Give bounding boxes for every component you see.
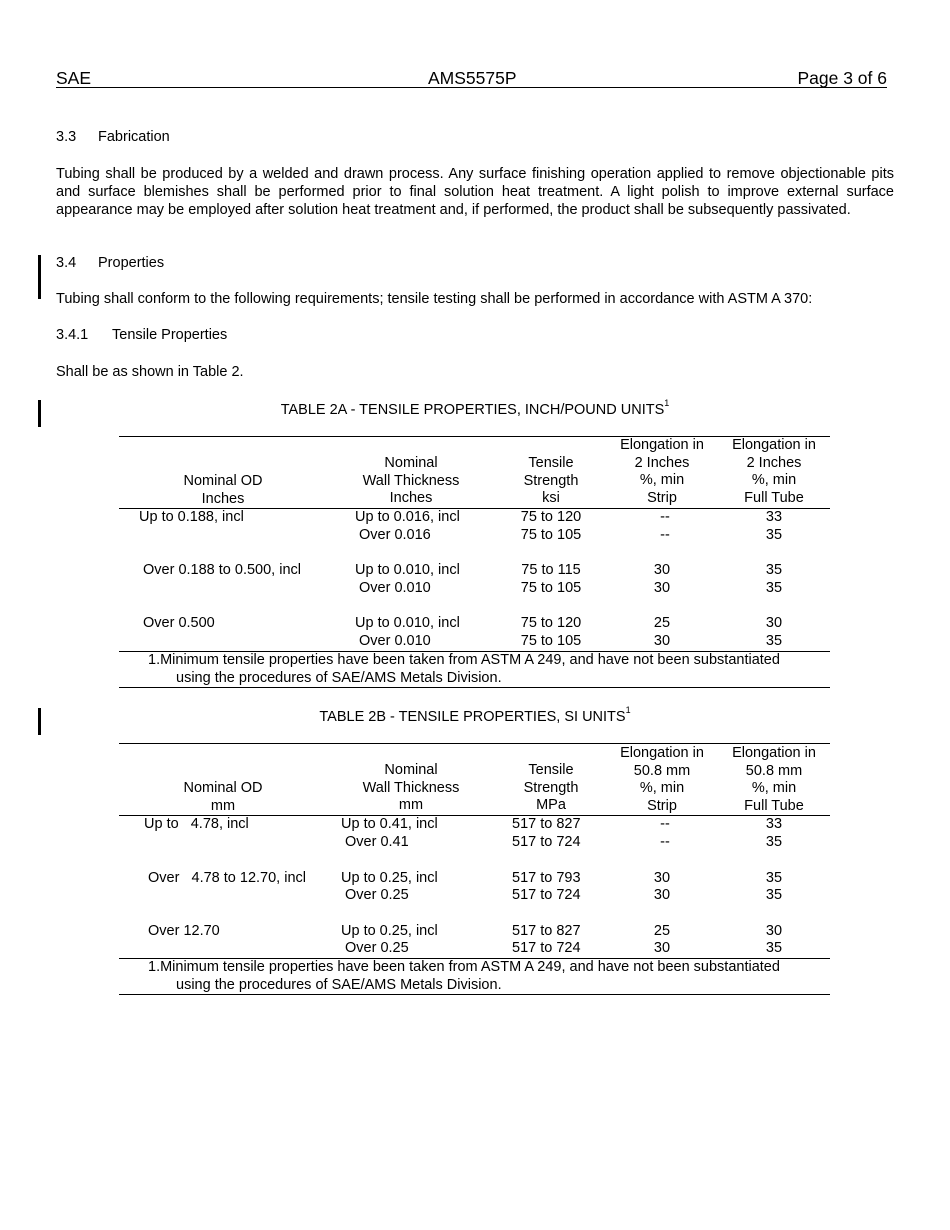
revision-bar <box>38 255 41 299</box>
table-2b-header-wall: Nominal Wall Thickness mm <box>362 762 460 814</box>
table-cell-strip: 30 <box>653 580 671 596</box>
section-3-4-number: 3.4 <box>56 255 77 271</box>
table-cell-tube: 33 <box>765 509 783 525</box>
header-page-number: Page 3 of 6 <box>797 68 887 88</box>
table-2b-top-rule <box>119 743 830 744</box>
table-2b-header-elong-tube: Elongation in 50.8 mm %, min Full Tube <box>732 745 816 814</box>
table-2a-bottom-rule <box>119 687 830 688</box>
table-row-od: Over 0.188 to 0.500, incl <box>143 562 301 578</box>
table-row-od: Up to 4.78, incl <box>144 816 249 832</box>
table-2b-header-tensile: Tensile Strength MPa <box>523 762 579 814</box>
table-cell-tensile: 75 to 105 <box>520 527 582 543</box>
table-cell-wall: Over 0.016 <box>359 527 431 543</box>
table-cell-wall: Over 0.010 <box>359 580 431 596</box>
table-cell-wall: Up to 0.010, incl <box>355 615 460 631</box>
table-cell-tensile: 517 to 724 <box>512 940 581 956</box>
table-cell-tensile: 75 to 105 <box>520 580 582 596</box>
table-2a-header-wall: Nominal Wall Thickness Inches <box>362 455 460 507</box>
table-cell-tube: 35 <box>765 834 783 850</box>
table-cell-strip: 30 <box>653 870 671 886</box>
table-cell-tensile: 517 to 827 <box>512 816 581 832</box>
table-2b-header-elong-strip: Elongation in 50.8 mm %, min Strip <box>620 745 704 814</box>
table-2b-caption: TABLE 2B - TENSILE PROPERTIES, SI UNITS$^1$ <box>319 705 631 725</box>
table-cell-tensile: 75 to 105 <box>520 633 582 649</box>
section-3-4-1-number: 3.4.1 <box>56 327 89 343</box>
table-cell-strip: 30 <box>653 887 671 903</box>
header-rule <box>56 87 887 88</box>
table-cell-tube: 35 <box>765 527 783 543</box>
table-2b-bottom-rule <box>119 994 830 995</box>
table-2a-header-elong-strip: Elongation in 2 Inches %, min Strip <box>620 437 704 506</box>
table-row-od: Over 4.78 to 12.70, incl <box>148 870 306 886</box>
table-2b-footnote: 1.Minimum tensile properties have been taken from ASTM A 249, and have not been substantiated using the procedures of SAE/AMS Metals Division. <box>148 959 780 993</box>
table-cell-tube: 35 <box>765 940 783 956</box>
section-3-3-text: Tubing shall be produced by a welded and drawn process. Any surface finishing operation applied to remove objectionable pits and surface blemishes shall be performed prior to final solution heat treatment. A light polish to improve external surface appearance may be employed after solution heat treatment and, if performed, the product shall be subsequently passivated. <box>56 166 894 218</box>
table-cell-strip: 25 <box>653 923 671 939</box>
table-row-od: Up to 0.188, incl <box>139 509 244 525</box>
table-cell-tube: 35 <box>765 580 783 596</box>
section-3-4-1-title: Tensile Properties <box>112 327 228 343</box>
header-left: SAE <box>56 68 92 88</box>
table-2b-header-od: Nominal OD mm <box>183 780 263 814</box>
table-cell-tensile: 75 to 115 <box>521 562 581 578</box>
table-cell-tensile: 517 to 724 <box>512 834 581 850</box>
section-3-4-title: Properties <box>98 255 165 271</box>
table-2a-footnote: 1.Minimum tensile properties have been taken from ASTM A 249, and have not been substantiated using the procedures of SAE/AMS Metals Division. <box>148 652 780 686</box>
table-2a-header-od: Nominal OD Inches <box>183 473 263 507</box>
table-cell-wall: Up to 0.41, incl <box>341 816 438 832</box>
table-cell-tensile: 75 to 120 <box>520 615 582 631</box>
table-cell-wall: Up to 0.016, incl <box>355 509 460 525</box>
table-cell-tensile: 517 to 724 <box>512 887 581 903</box>
table-cell-strip: -- <box>660 834 670 850</box>
table-cell-tensile: 517 to 793 <box>512 870 581 886</box>
header-doc-number: AMS5575P <box>428 68 517 88</box>
table-cell-wall: Up to 0.010, incl <box>355 562 460 578</box>
table-cell-strip: -- <box>660 509 670 525</box>
table-cell-wall: Up to 0.25, incl <box>341 923 438 939</box>
table-cell-wall: Over 0.41 <box>345 834 409 850</box>
table-cell-tube: 35 <box>765 562 783 578</box>
section-3-4-1-text: Shall be as shown in Table 2. <box>56 364 244 380</box>
table-cell-wall: Up to 0.25, incl <box>341 870 438 886</box>
table-cell-strip: -- <box>660 527 670 543</box>
table-cell-strip: -- <box>660 816 670 832</box>
table-cell-wall: Over 0.25 <box>345 887 409 903</box>
table-cell-tube: 35 <box>765 633 783 649</box>
table-cell-tube: 30 <box>765 615 783 631</box>
table-row-od: Over 12.70 <box>148 923 220 939</box>
table-cell-strip: 30 <box>653 940 671 956</box>
table-cell-tube: 30 <box>765 923 783 939</box>
table-row-od: Over 0.500 <box>143 615 215 631</box>
section-3-3-number: 3.3 <box>56 129 77 145</box>
table-2a-header-tensile: Tensile Strength ksi <box>523 455 579 507</box>
section-3-4-text: Tubing shall conform to the following requirements; tensile testing shall be performed in accordance with ASTM A 370: <box>56 291 813 307</box>
table-cell-tensile: 75 to 120 <box>520 509 582 525</box>
section-3-3-title: Fabrication <box>98 129 170 145</box>
table-cell-tube: 35 <box>765 870 783 886</box>
table-cell-strip: 25 <box>653 615 671 631</box>
table-cell-tube: 33 <box>765 816 783 832</box>
table-cell-tensile: 517 to 827 <box>512 923 581 939</box>
table-2a-header-elong-tube: Elongation in 2 Inches %, min Full Tube <box>732 437 816 506</box>
table-cell-wall: Over 0.25 <box>345 940 409 956</box>
table-cell-strip: 30 <box>653 562 671 578</box>
table-cell-strip: 30 <box>653 633 671 649</box>
table-cell-tube: 35 <box>765 887 783 903</box>
table-cell-wall: Over 0.010 <box>359 633 431 649</box>
table-2a-caption: TABLE 2A - TENSILE PROPERTIES, INCH/POUND UNITS$^1$ <box>280 398 670 418</box>
